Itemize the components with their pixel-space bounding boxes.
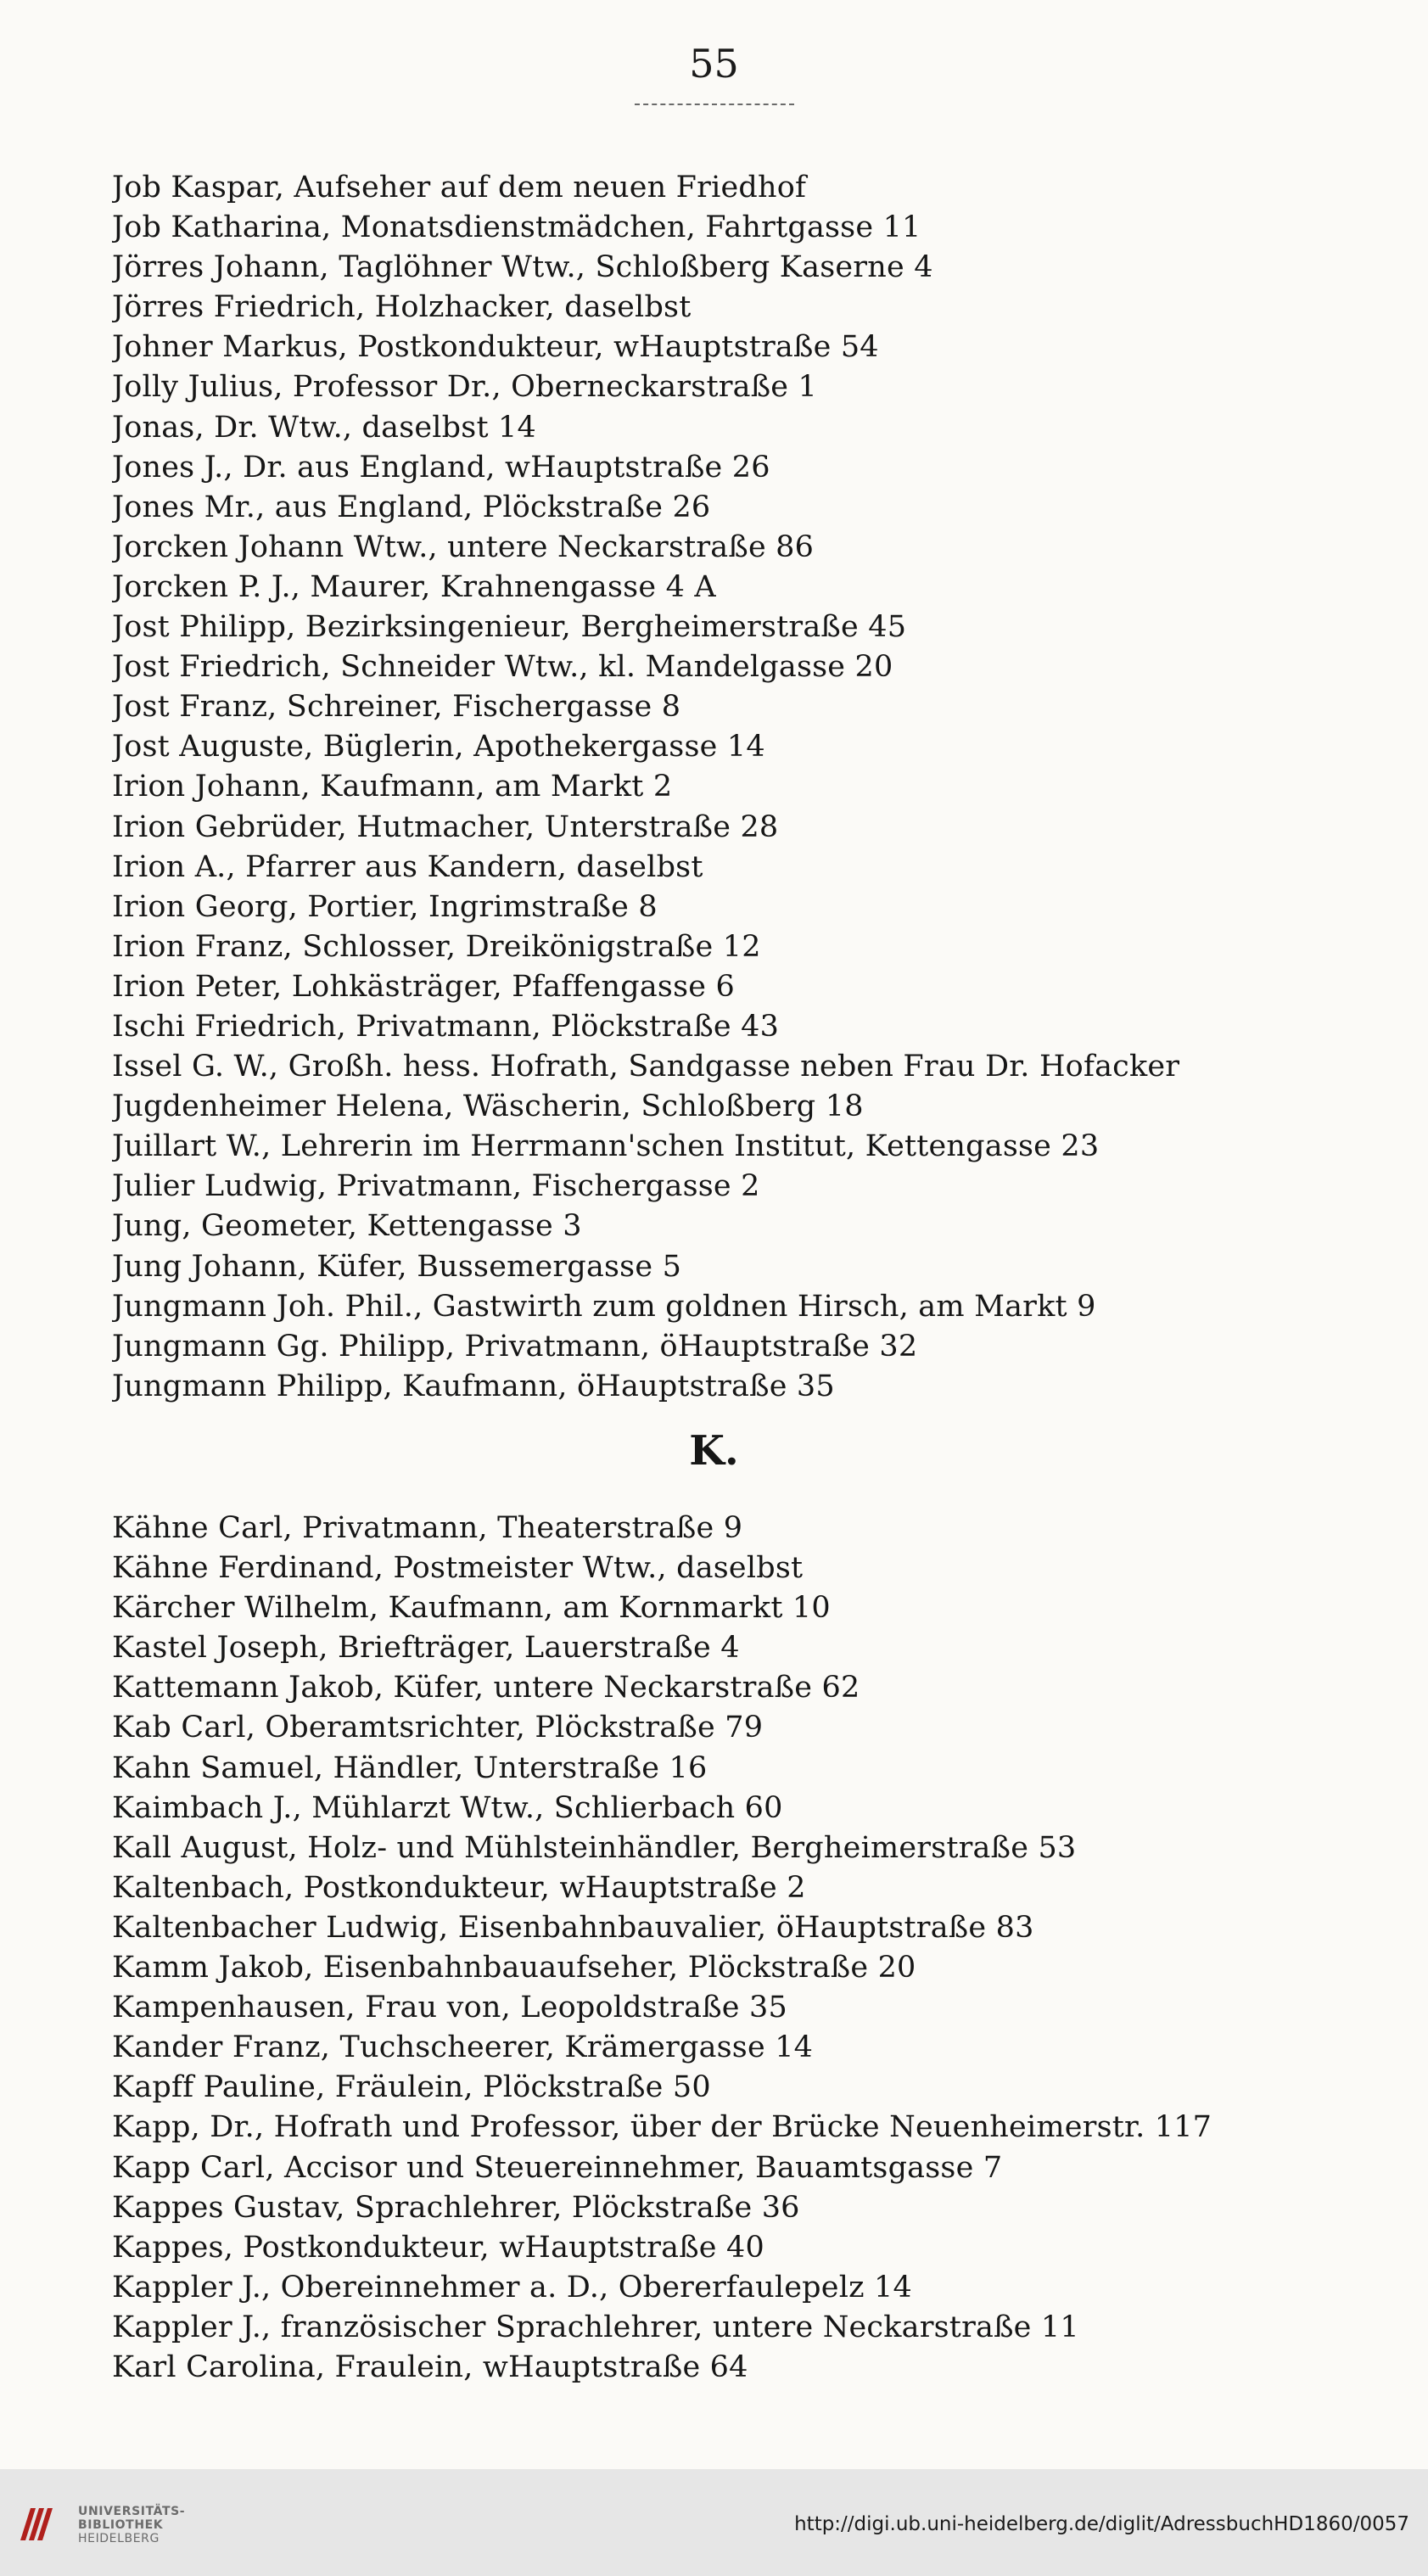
directory-entry: Irion A., Pfarrer aus Kandern, daselbst (112, 849, 703, 884)
directory-entry: Jorcken Johann Wtw., untere Neckarstraße 86 (112, 529, 815, 564)
directory-entry: Irion Peter, Lohkästräger, Pfaffengasse 6 (112, 969, 735, 1004)
directory-entry: Jost Friedrich, Schneider Wtw., kl. Mandelgasse 20 (112, 650, 893, 685)
library-logo-text (78, 2505, 185, 2545)
directory-entry: Jugdenheimer Helena, Wäscherin, Schloßberg 18 (112, 1089, 864, 1124)
directory-entry: Jorcken P. J., Maurer, Krahnengasse 4 A (112, 569, 716, 604)
logo-line-1: UNIVERSITÄTS- (78, 2505, 186, 2518)
directory-entry: Jungmann Philipp, Kaufmann, öHauptstraße 35 (112, 1369, 835, 1403)
directory-entry: Karl Carolina, Fraulein, wHauptstraße 64 (112, 2349, 748, 2384)
library-logo-icon (15, 2503, 58, 2545)
directory-entry: Jung Johann, Küfer, Bussemergasse 5 (112, 1249, 682, 1284)
entries-j-list (112, 168, 1410, 1407)
directory-entry: Kall August, Holz- und Mühlsteinhändler, Bergheimerstraße 53 (112, 1830, 1077, 1865)
directory-entry: Kappler J., französischer Sprachlehrer, untere Neckarstraße 11 (112, 2310, 1079, 2344)
directory-entry: Kähne Ferdinand, Postmeister Wtw., daselbst (112, 1551, 804, 1586)
directory-entry: Julier Ludwig, Privatmann, Fischergasse 2 (112, 1169, 760, 1204)
directory-entry: Jörres Johann, Taglöhner Wtw., Schloßberg Kaserne 4 (112, 250, 933, 285)
directory-entry: Kappler J., Obereinnehmer a. D., Obererfaulepelz 14 (112, 2270, 912, 2304)
directory-entry: Irion Franz, Schlosser, Dreikönigstraße 12 (112, 929, 761, 964)
logo-line-2: BIBLIOTHEK (78, 2518, 164, 2532)
directory-entry: Jost Philipp, Bezirksingenieur, Bergheimerstraße 45 (112, 610, 907, 645)
page-number: 55 (689, 41, 739, 87)
section-heading-k: K. (689, 1427, 739, 1475)
header-rule (635, 104, 794, 105)
directory-entry: Jonas, Dr. Wtw., daselbst 14 (112, 410, 536, 445)
directory-entry: Jolly Julius, Professor Dr., Oberneckarstraße 1 (112, 370, 818, 405)
directory-entry: Issel G. W., Großh. hess. Hofrath, Sandgasse neben Frau Dr. Hofacker (112, 1050, 1180, 1084)
directory-entry: Irion Gebrüder, Hutmacher, Unterstraße 28 (112, 809, 779, 844)
directory-entry: Kähne Carl, Privatmann, Theaterstraße 9 (112, 1511, 743, 1545)
source-url-link[interactable]: http://digi.ub.uni-heidelberg.de/diglit/AdressbuchHD1860/0057 (794, 2513, 1409, 2535)
directory-entry: Jungmann Gg. Philipp, Privatmann, öHauptstraße 32 (112, 1329, 918, 1364)
directory-entry: Kampenhausen, Frau von, Leopoldstraße 35 (112, 1991, 787, 2025)
directory-entry: Irion Georg, Portier, Ingrimstraße 8 (112, 889, 658, 924)
directory-entry: Jones J., Dr. aus England, wHauptstraße 26 (112, 450, 770, 484)
directory-entry: Ischi Friedrich, Privatmann, Plöckstraße 43 (112, 1009, 780, 1044)
directory-entry: Kappes Gustav, Sprachlehrer, Plöckstraße 36 (112, 2190, 800, 2225)
directory-entry: Jörres Friedrich, Holzhacker, daselbst (112, 290, 692, 325)
directory-entry: Jost Auguste, Büglerin, Apothekergasse 14 (112, 730, 765, 764)
directory-entry: Kapp, Dr., Hofrath und Professor, über der Brücke Neuenheimerstr. 117 (112, 2110, 1212, 2145)
directory-entry: Kapp Carl, Accisor und Steuereinnehmer, Bauamtsgasse 7 (112, 2150, 1003, 2185)
directory-entry: Jones Mr., aus England, Plöckstraße 26 (112, 490, 711, 524)
directory-entry: Kaltenbacher Ludwig, Eisenbahnbauvalier, öHauptstraße 83 (112, 1910, 1034, 1945)
logo-line-3: HEIDELBERG (78, 2532, 160, 2545)
directory-entry: Jost Franz, Schreiner, Fischergasse 8 (112, 690, 681, 725)
directory-entry: Irion Johann, Kaufmann, am Markt 2 (112, 770, 673, 804)
directory-entry: Kapff Pauline, Fräulein, Plöckstraße 50 (112, 2070, 711, 2105)
directory-entry: Kander Franz, Tuchscheerer, Krämergasse 14 (112, 2030, 814, 2065)
directory-entry: Kab Carl, Oberamtsrichter, Plöckstraße 79 (112, 1711, 764, 1745)
directory-entry: Juillart W., Lehrerin im Herrmann'schen Institut, Kettengasse 23 (112, 1129, 1100, 1164)
directory-entry: Jungmann Joh. Phil., Gastwirth zum goldnen Hirsch, am Markt 9 (112, 1289, 1096, 1324)
directory-entry: Kastel Joseph, Briefträger, Lauerstraße 4 (112, 1631, 740, 1666)
entries-k-list (112, 1509, 1410, 2388)
directory-entry: Kattemann Jakob, Küfer, untere Neckarstraße 62 (112, 1671, 860, 1705)
directory-entry: Kappes, Postkondukteur, wHauptstraße 40 (112, 2230, 764, 2265)
directory-entry: Kaimbach J., Mühlarzt Wtw., Schlierbach 60 (112, 1790, 783, 1825)
directory-entry: Job Katharina, Monatsdienstmädchen, Fahrtgasse 11 (112, 210, 921, 245)
directory-entry: Job Kaspar, Aufseher auf dem neuen Friedhof (112, 171, 807, 204)
directory-entry: Kaltenbach, Postkondukteur, wHauptstraße 2 (112, 1870, 806, 1905)
directory-entry: Kärcher Wilhelm, Kaufmann, am Kornmarkt 10 (112, 1591, 831, 1626)
footer-bar (0, 2469, 1428, 2576)
directory-entry: Johner Markus, Postkondukteur, wHauptstraße 54 (112, 330, 879, 365)
directory-entry: Kamm Jakob, Eisenbahnbauaufseher, Plöckstraße 20 (112, 1951, 916, 1985)
directory-entry: Kahn Samuel, Händler, Unterstraße 16 (112, 1750, 708, 1785)
directory-entry: Jung, Geometer, Kettengasse 3 (112, 1209, 582, 1244)
